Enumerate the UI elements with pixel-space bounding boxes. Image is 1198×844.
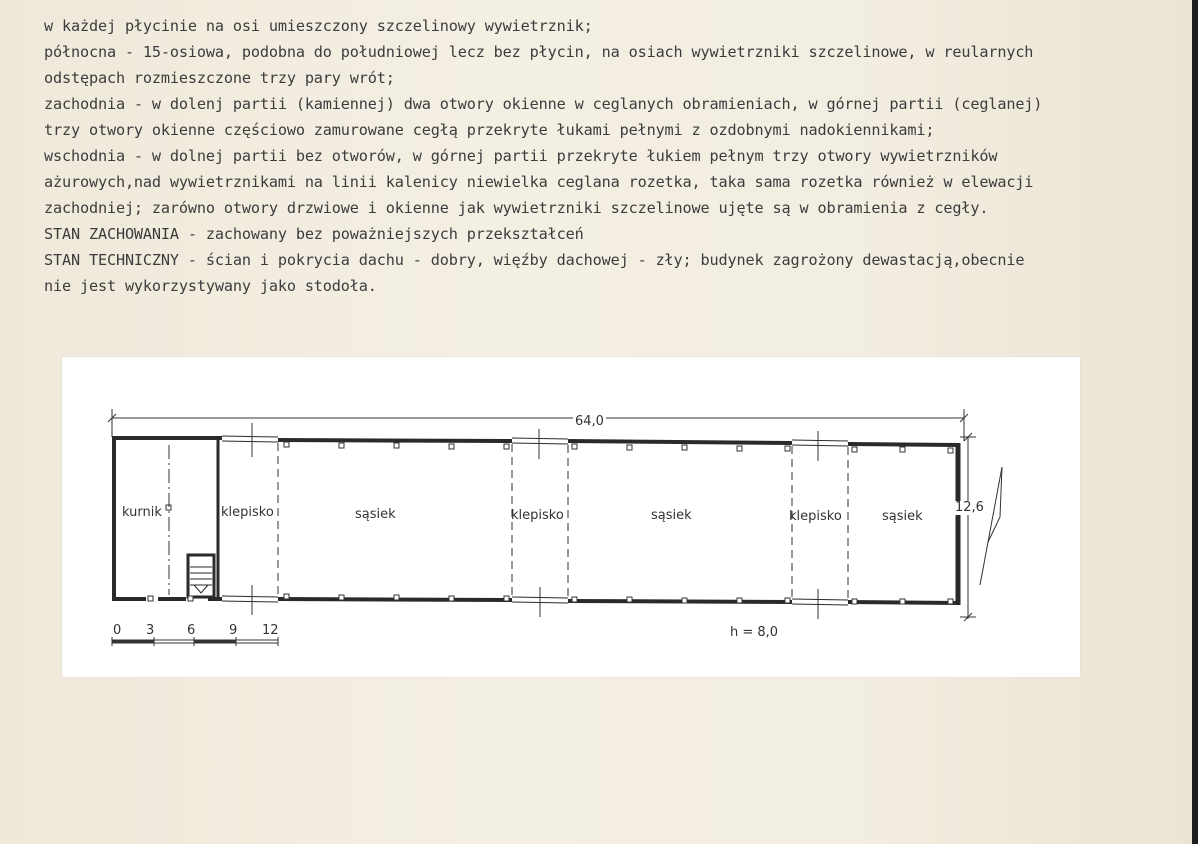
text-line-2: północna - 15-osiowa, podobna do południowej lecz bez płycin, na osiach wywietrzniki szczelinowe, w reularnych [44, 43, 1034, 61]
text-line-11: nie jest wykorzystywany jako stodoła. [44, 277, 377, 295]
text-line-3: odstępach rozmieszczone trzy pary wrót; [44, 69, 395, 87]
text-line-9: STAN ZACHOWANIA - zachowany bez poważniejszych przekształceń [44, 225, 584, 243]
staircase [188, 555, 214, 597]
room-label-kurnik: kurnik [122, 505, 162, 520]
text-line-7: ażurowych,nad wywietrznikami na linii kalenicy niewielka ceglana rozetka, taka sama rozetka również w elewacji [44, 173, 1034, 191]
dimension-width-label: 12,6 [955, 500, 984, 515]
text-line-6: wschodnia - w dolnej partii bez otworów, w górnej partii przekryte łukiem pełnym trzy otwory wywietrzników [44, 147, 998, 165]
text-line-1: w każdej płycinie na osi umieszczony szczelinowy wywietrznik; [44, 17, 593, 35]
text-line-5: trzy otwory okienne częściowo zamurowane cegłą przekryte łukami pełnymi z ozdobnymi nadokiennikami; [44, 121, 935, 139]
text-line-4: zachodnia - w dolenj partii (kamiennej) dwa otwory okienne w ceglanych obramieniach, w górnej partii (ceglanej) [44, 95, 1043, 113]
scale-tick-6: 6 [187, 623, 196, 638]
scale-tick-12: 12 [262, 623, 279, 638]
floor-plan-drawing [62, 357, 1080, 677]
text-line-10: STAN TECHNICZNY - ścian i pokrycia dachu - dobry, więźby dachowej - zły; budynek zagrożony dewastacją,obecnie [44, 251, 1025, 269]
room-label-klepisko-3: klepisko [789, 509, 842, 524]
scale-tick-9: 9 [229, 623, 238, 638]
scale-tick-0: 0 [113, 623, 122, 638]
room-label-klepisko-2: klepisko [511, 508, 564, 523]
width-dimension-line [960, 433, 976, 621]
description-text-block [44, 13, 1174, 299]
text-line-8: zachodniej; zarówno otwory drzwiowe i okienne jak wywietrzniki szczelinowe ujęte są w obramienia z cegły. [44, 199, 989, 217]
floor-plan-sheet [62, 357, 1080, 677]
room-label-sasiek-3: sąsiek [882, 509, 923, 524]
dimension-length-label: 64,0 [575, 414, 604, 429]
page-edge-shadow [1192, 0, 1198, 844]
scale-bar [112, 637, 278, 646]
room-label-klepisko-1: klepisko [221, 505, 274, 520]
room-label-sasiek-1: sąsiek [355, 507, 396, 522]
room-label-sasiek-2: sąsiek [651, 508, 692, 523]
height-note-label: h = 8,0 [730, 625, 779, 640]
scale-tick-3: 3 [146, 623, 155, 638]
north-arrow-icon [980, 467, 1002, 585]
